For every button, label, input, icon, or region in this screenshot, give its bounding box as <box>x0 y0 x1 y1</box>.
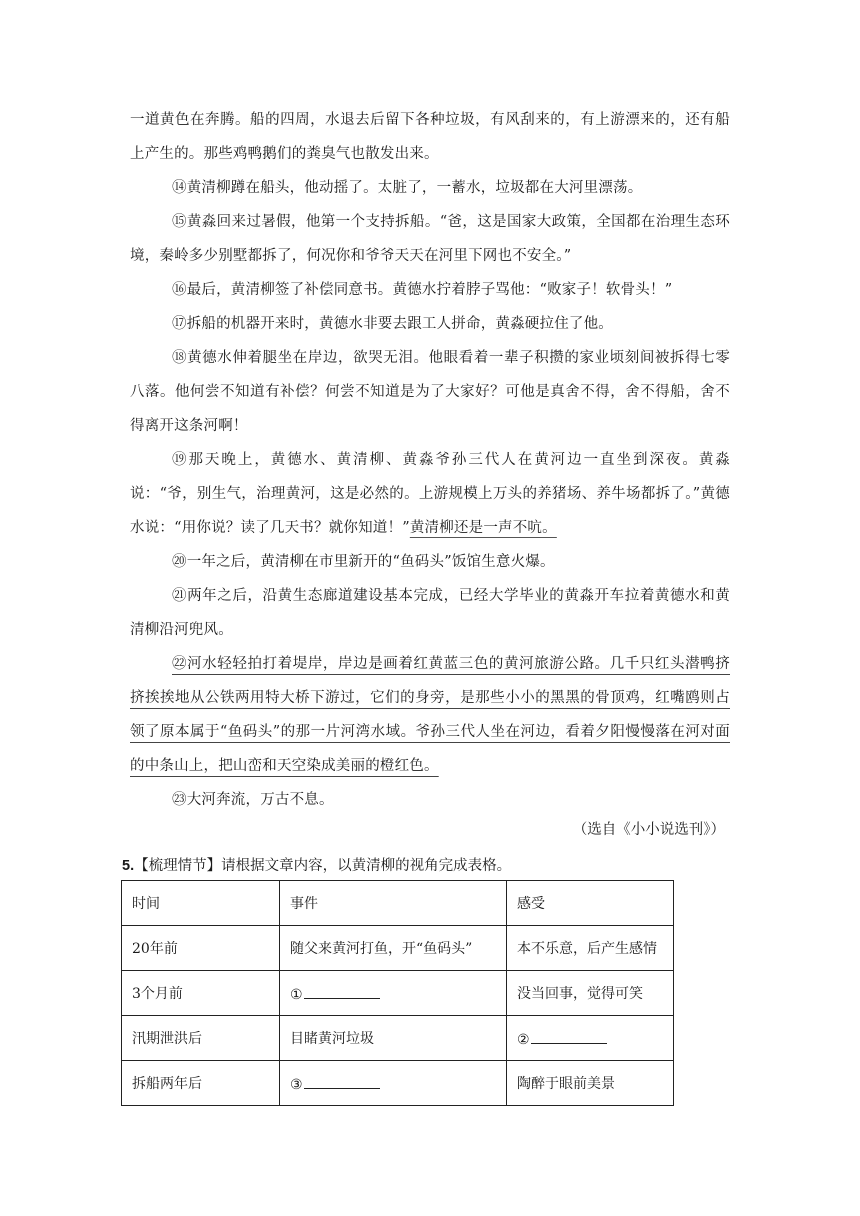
cell-feeling-blank-2[interactable] <box>507 1016 674 1061</box>
plot-table <box>121 880 674 1106</box>
paragraph-17: ⑰拆船的机器开来时，黄德水非要去跟工人拼命，黄淼硬拉住了他。 <box>172 316 613 332</box>
question-number: 5. <box>122 858 135 874</box>
cell-time: 3个月前 <box>122 971 280 1016</box>
cell-event-blank-1[interactable] <box>280 971 507 1016</box>
table-row <box>122 1061 674 1106</box>
paragraph-23: ㉓大河奔流，万古不息。 <box>172 792 334 808</box>
cell-feeling: 没当回事，觉得可笑 <box>507 971 674 1016</box>
header-time: 时间 <box>122 881 280 926</box>
paragraph-20: ⑳一年之后，黄清柳在市里新开的“鱼码头”饭馆生意火爆。 <box>172 554 555 570</box>
cell-event: 目睹黄河垃圾 <box>280 1016 507 1061</box>
cell-time: 20年前 <box>122 926 280 971</box>
paragraph-19-text: ⑲那天晚上，黄德水、黄清柳、黄淼爷孙三代人在黄河边一直坐到深夜。黄淼说：“爷，别生气，治理黄河，这是必然的。上游规模上万头的养猪场、养牛场都拆了。”黄德水说：“用你说？读了几天书？就你知道！” <box>130 452 730 536</box>
question-text: 【梳理情节】请根据文章内容，以黄清柳的视角完成表格。 <box>134 858 512 874</box>
paragraph-16: ⑯最后，黄清柳签了补偿同意书。黄德水拧着脖子骂他：“败家子！软骨头！” <box>172 282 673 298</box>
question-title <box>122 856 511 876</box>
cell-time: 拆船两年后 <box>122 1061 280 1106</box>
paragraph-22 <box>130 647 730 783</box>
table-row <box>122 971 674 1016</box>
paragraph-13-continued: 一道黄色在奔腾。船的四周，水退去后留下各种垃圾，有风刮来的，有上游漂来的，还有船上产生的。那些鸡鸭鹅们的粪臭气也散发出来。 <box>130 112 730 162</box>
answer-blank-line[interactable] <box>304 984 380 999</box>
cell-feeling: 本不乐意，后产生感情 <box>507 926 674 971</box>
blank-marker: ① <box>290 986 303 1003</box>
cell-event: 随父来黄河打鱼，开“鱼码头” <box>280 926 507 971</box>
answer-blank-line[interactable] <box>304 1074 380 1089</box>
blank-marker: ③ <box>290 1076 303 1093</box>
paragraph-15: ⑮黄淼回来过暑假，他第一个支持拆船。“爸，这是国家大政策，全国都在治理生态环境，秦岭多少别墅都拆了，何况你和爷爷天天在河里下网也不安全。” <box>130 214 730 264</box>
underlined-paragraph: ㉒河水轻轻拍打着堤岸，岸边是画着红黄蓝三色的黄河旅游公路。几千只红头潜鸭挤挤挨挨地从公铁两用特大桥下游过，它们的身旁，是那些小小的黑黑的骨顶鸡，红嘴鸥则占领了原本属于“鱼码头”的那一片河湾水域。爷孙三代人坐在河边，看着夕阳慢慢落在河对面的中条山上，把山峦和天空染成美丽的橙红色。 <box>130 656 730 774</box>
header-feeling: 感受 <box>507 881 674 926</box>
cell-feeling: 陶醉于眼前美景 <box>507 1061 674 1106</box>
source-citation: （选自《小小说选刊》） <box>572 822 725 838</box>
table-row <box>122 926 674 971</box>
cell-event-blank-3[interactable] <box>280 1061 507 1106</box>
paragraph-19 <box>130 443 730 545</box>
answer-blank-line[interactable] <box>531 1029 607 1044</box>
blank-marker: ② <box>517 1031 530 1048</box>
table-header-row <box>122 881 674 926</box>
paragraph-21: ㉑两年之后，沿黄生态廊道建设基本完成，已经大学毕业的黄淼开车拉着黄德水和黄清柳沿河兜风。 <box>130 588 730 638</box>
underlined-sentence: 黄清柳还是一声不吭。 <box>409 520 557 536</box>
cell-time: 汛期泄洪后 <box>122 1016 280 1061</box>
paragraph-14: ⑭黄清柳蹲在船头，他动摇了。太脏了，一蓄水，垃圾都在大河里漂荡。 <box>172 180 643 196</box>
table-row <box>122 1016 674 1061</box>
paragraph-18: ⑱黄德水伸着腿坐在岸边，欲哭无泪。他眼看着一辈子积攒的家业顷刻间被拆得七零八落。他何尝不知道有补偿？何尝不知道是为了大家好？可他是真舍不得，舍不得船，舍不得离开这条河啊！ <box>130 350 730 434</box>
header-event: 事件 <box>280 881 507 926</box>
